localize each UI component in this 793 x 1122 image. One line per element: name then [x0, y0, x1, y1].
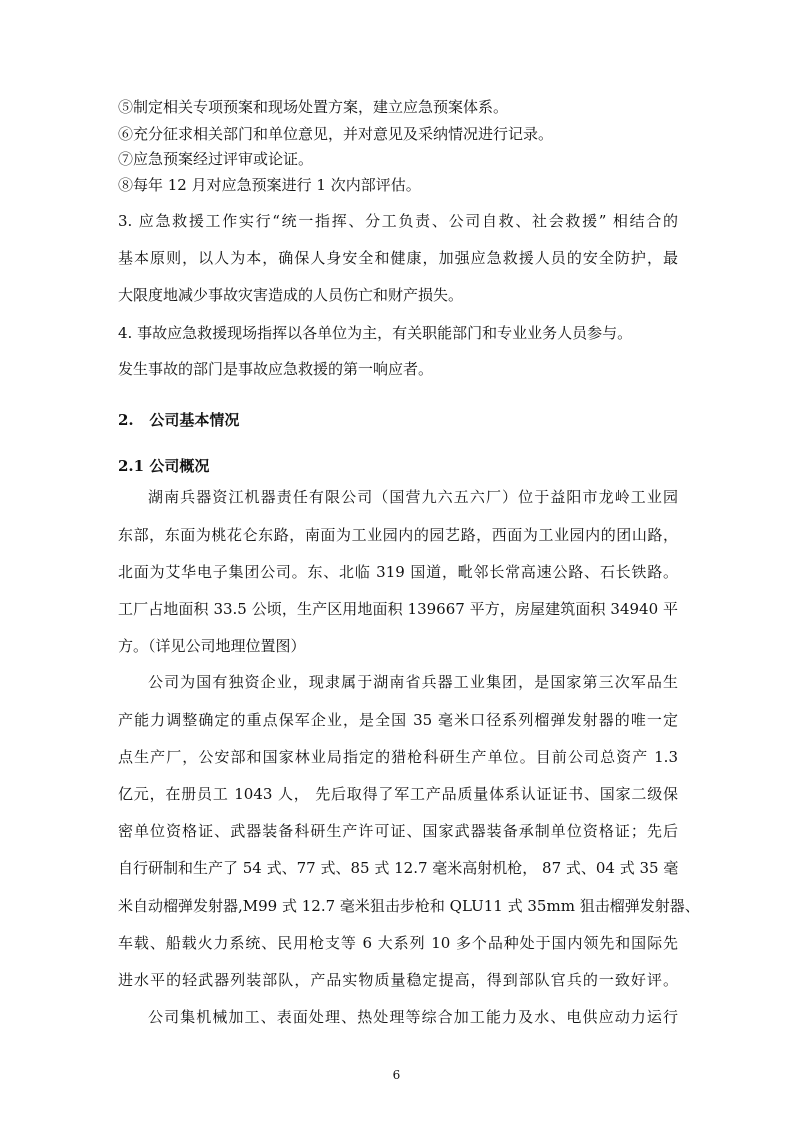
paragraph-line: 工厂占地面积 33.5 公顷，生产区用地面积 139667 平方，房屋建筑面积 34940 平: [118, 600, 678, 618]
paragraph-line: 基本原则，以人为本，确保人身安全和健康，加强应急救援人员的安全防护，最: [118, 249, 678, 267]
paragraph-line: 公司集机械加工、表面处理、热处理等综合加工能力及水、电供应动力运行: [148, 1008, 678, 1026]
paragraph-line: 北面为艾华电子集团公司。东、北临 319 国道，毗邻长常高速公路、石长铁路。: [118, 563, 678, 581]
paragraph-line: 湖南兵器资江机器责任有限公司（国营九六五六厂）位于益阳市龙岭工业园: [148, 488, 678, 506]
paragraph-line: 密单位资格证、武器装备科研生产许可证、国家武器装备承制单位资格证；先后: [118, 822, 678, 840]
paragraph-line: 发生事故的部门是事故应急救援的第一响应者。: [118, 360, 434, 378]
list-item: ⑧每年 12 月对应急预案进行 1 次内部评估。: [118, 176, 421, 194]
list-item: ⑥充分征求相关部门和单位意见，并对意见及采纳情况进行记录。: [118, 125, 554, 143]
paragraph-line: 产能力调整确定的重点保军企业，是全国 35 毫米口径系列榴弹发射器的唯一定: [118, 711, 678, 729]
section-heading: 2. 公司基本情况: [118, 411, 240, 429]
subsection-heading: 2.1 公司概况: [118, 457, 210, 475]
paragraph-line: 点生产厂，公安部和国家林业局指定的猎枪科研生产单位。目前公司总资产 1.3: [118, 748, 678, 766]
page-number: 6: [392, 1068, 401, 1082]
paragraph-line: 进水平的轻武器列装部队，产品实物质量稳定提高，得到部队官兵的一致好评。: [118, 971, 678, 989]
paragraph-line: 米自动榴弹发射器,M99 式 12.7 毫米狙击步枪和 QLU11 式 35mm 狙击榴弹发射器、: [118, 897, 700, 915]
paragraph-line: 自行研制和生产了 54 式、77 式、85 式 12.7 毫米高射机枪， 87 式、04 式 35 毫: [118, 859, 679, 877]
paragraph-line: 亿元，在册员工 1043 人， 先后取得了军工产品质量体系认证证书、国家二级保: [118, 785, 678, 803]
paragraph-line: 东部，东面为桃花仑东路，南面为工业园内的园艺路，西面为工业园内的团山路，: [118, 526, 678, 544]
paragraph-line: 4. 事故应急救援现场指挥以各单位为主，有关职能部门和专业业务人员参与。: [118, 324, 633, 342]
paragraph-line: 3. 应急救援工作实行“统一指挥、分工负责、公司自救、社会救援” 相结合的: [118, 212, 678, 230]
paragraph-line: 车载、船载火力系统、民用枪支等 6 大系列 10 多个品种处于国内领先和国际先: [118, 934, 678, 952]
paragraph-line: 公司为国有独资企业，现隶属于湖南省兵器工业集团，是国家第三次军品生: [148, 673, 678, 691]
paragraph-line: 方。（详见公司地理位置图）: [118, 637, 306, 655]
paragraph-line: 大限度地减少事故灾害造成的人员伤亡和财产损失。: [118, 286, 464, 304]
list-item: ⑤制定相关专项预案和现场处置方案，建立应急预案体系。: [118, 98, 509, 116]
list-item: ⑦应急预案经过评审或论证。: [118, 150, 314, 168]
